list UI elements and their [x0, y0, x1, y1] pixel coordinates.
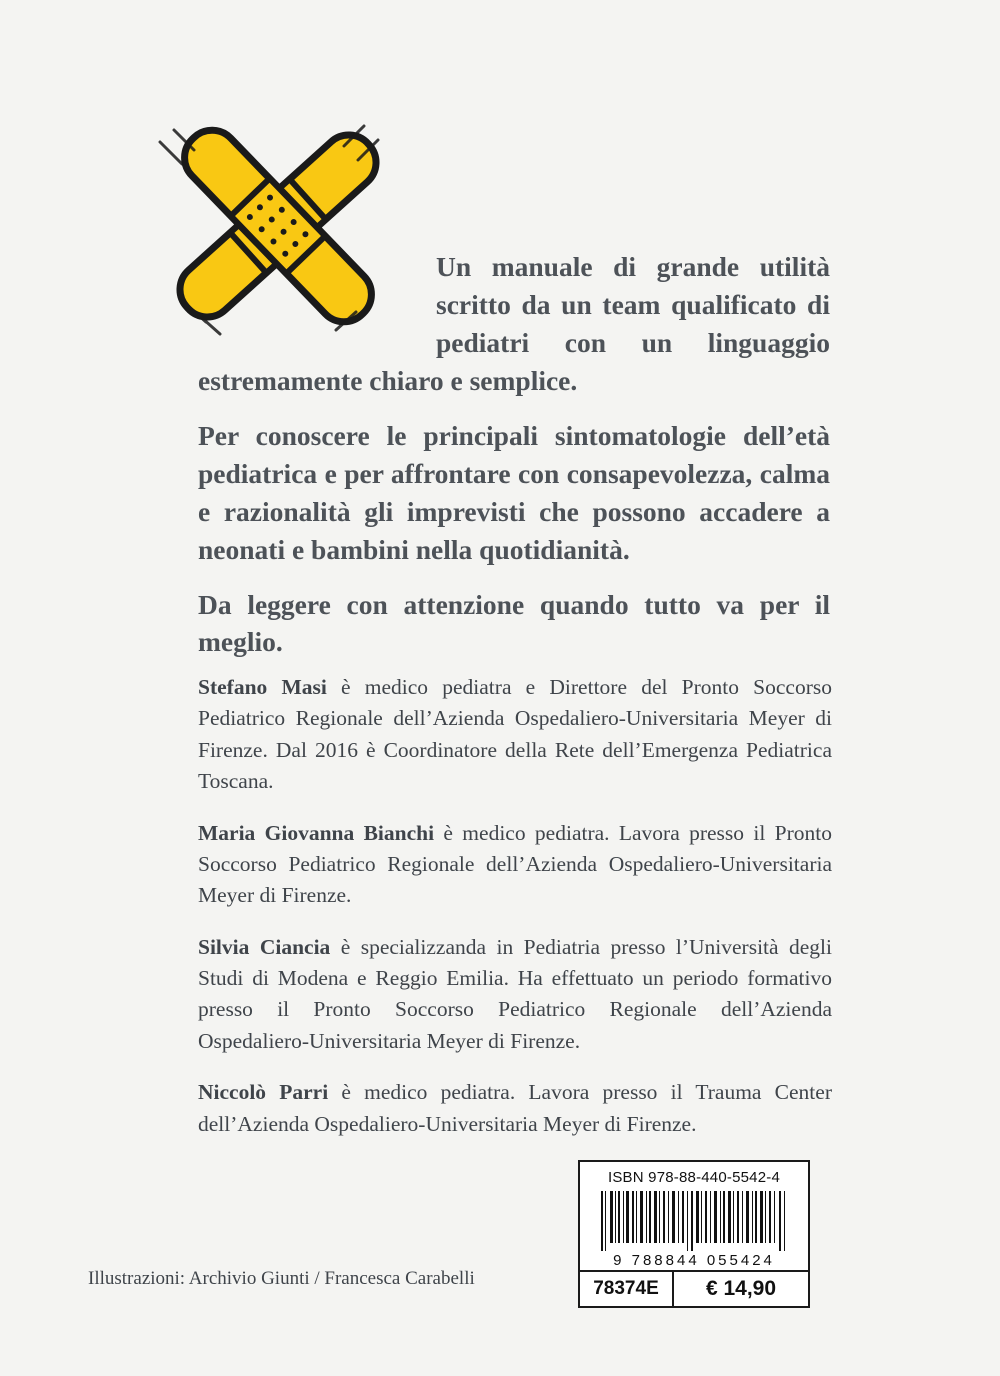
barcode-block — [578, 1160, 810, 1308]
intro-blurb — [198, 248, 830, 678]
author-name: Silvia Ciancia — [198, 934, 331, 959]
intro-paragraph-2: Per conoscere le principali sintomatologie dell’età pediatrica e per affrontare con consapevolezza, calma e razionalità gli imprevisti che possono accadere a neonati e bambini nella quotidianità. — [198, 419, 830, 565]
author-bio-text: è specializzanda in Pediatria presso l’Università degli Studi di Modena e Reggio Emilia. Ha effettuato un periodo formativo presso il Pronto Soccorso Pediatrico Regionale dell’Azienda Ospedaliero-Universitaria Meyer di Firenze. — [198, 934, 832, 1053]
author-bio-text: è medico pediatra e Direttore del Pronto Soccorso Pediatrico Regionale dell’Azienda Ospedaliero-Universitaria Meyer di Firenze. Dal 2016 è Coordinatore della Rete dell’Emergenza Pediatrica Toscana. — [198, 675, 832, 794]
author-bio — [198, 818, 832, 912]
illustration-text-wrap-spacer — [198, 248, 436, 356]
price-label: € 14,90 — [705, 1277, 777, 1300]
intro-paragraph-1: Un manuale di grande utilità scritto da un team qualificato di pediatri con un linguaggio estremamente chiaro e semplice. — [198, 251, 830, 396]
illustration-credits: Illustrazioni: Archivio Giunti / Francesca Carabelli — [88, 1268, 475, 1289]
author-bio-text: è medico pediatra. Lavora presso il Pronto Soccorso Pediatrico Regionale dell’Azienda Ospedaliero-Universitaria Meyer di Firenze. — [198, 820, 832, 908]
author-bio — [198, 1077, 832, 1140]
ean13-barcode-icon — [599, 1191, 789, 1251]
author-name: Stefano Masi — [198, 675, 327, 699]
author-bio — [198, 672, 832, 798]
author-bio-text: è medico pediatra. Lavora presso il Trauma Center dell’Azienda Ospedaliero-Universitaria Meyer di Firenze. — [198, 1080, 832, 1136]
price-row — [580, 1270, 808, 1306]
author-name: Niccolò Parri — [198, 1080, 329, 1105]
ean-digits: 9 788844 055424 — [613, 1252, 775, 1269]
isbn-label: ISBN 978-88-440-5542-4 — [607, 1169, 780, 1186]
intro-paragraph-3: Da leggere con attenzione quando tutto va per il meglio. — [198, 588, 830, 658]
internal-code: 78374E — [580, 1272, 674, 1306]
author-name: Maria Giovanna Bianchi — [198, 820, 435, 845]
author-bios — [198, 672, 832, 1160]
author-bio — [198, 932, 832, 1058]
